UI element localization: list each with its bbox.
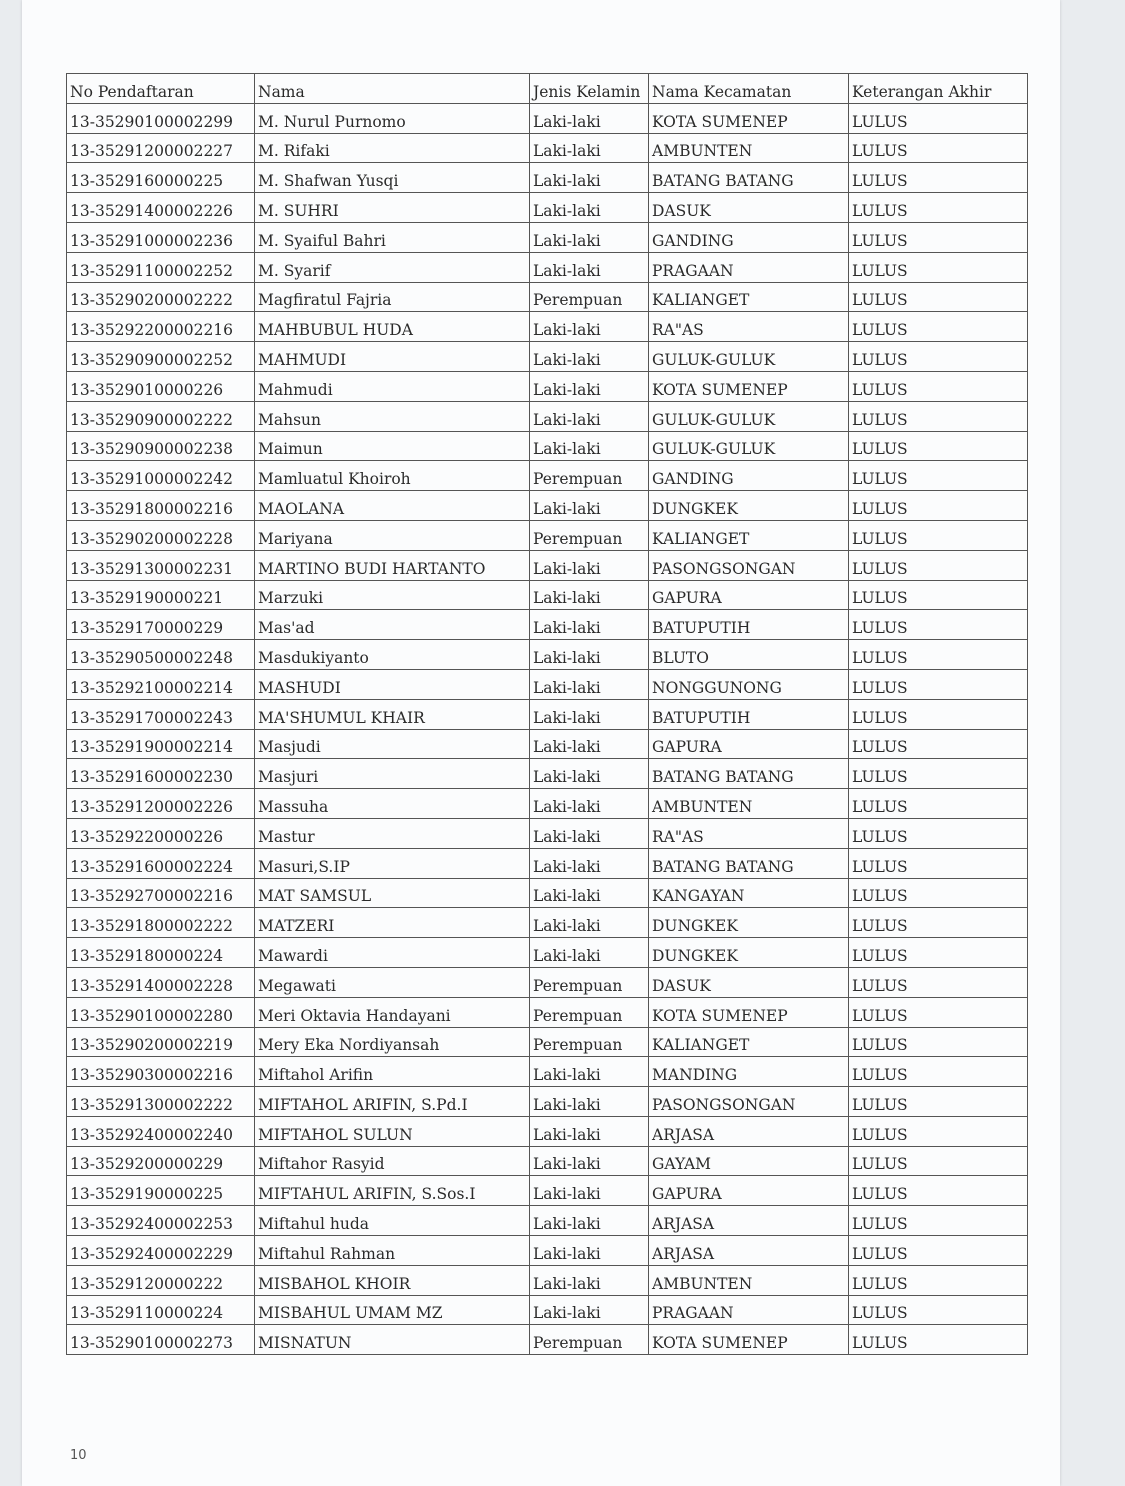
table-row xyxy=(67,1087,1028,1117)
cell-nama: Miftahul huda xyxy=(255,1206,530,1236)
cell-keterangan-akhir: LULUS xyxy=(849,1146,1028,1176)
cell-nama: Magfiratul Fajria xyxy=(255,282,530,312)
cell-no-pendaftaran: 13-35290300002216 xyxy=(67,1057,255,1087)
cell-jenis-kelamin: Laki-laki xyxy=(530,640,649,670)
cell-nama-kecamatan: ARJASA xyxy=(649,1236,849,1266)
cell-keterangan-akhir: LULUS xyxy=(849,818,1028,848)
cell-jenis-kelamin: Laki-laki xyxy=(530,1295,649,1325)
table-row xyxy=(67,371,1028,401)
cell-keterangan-akhir: LULUS xyxy=(849,222,1028,252)
table-row xyxy=(67,1116,1028,1146)
cell-nama: MASHUDI xyxy=(255,669,530,699)
cell-nama-kecamatan: GAPURA xyxy=(649,1176,849,1206)
cell-keterangan-akhir: LULUS xyxy=(849,163,1028,193)
cell-nama-kecamatan: DASUK xyxy=(649,193,849,223)
cell-nama-kecamatan: DASUK xyxy=(649,967,849,997)
cell-nama: M. Syarif xyxy=(255,252,530,282)
cell-nama-kecamatan: MANDING xyxy=(649,1057,849,1087)
cell-keterangan-akhir: LULUS xyxy=(849,640,1028,670)
table-row xyxy=(67,193,1028,223)
cell-keterangan-akhir: LULUS xyxy=(849,520,1028,550)
table-row xyxy=(67,699,1028,729)
cell-keterangan-akhir: LULUS xyxy=(849,848,1028,878)
cell-nama: MIFTAHUL ARIFIN, S.Sos.I xyxy=(255,1176,530,1206)
cell-keterangan-akhir: LULUS xyxy=(849,699,1028,729)
cell-nama: Marzuki xyxy=(255,580,530,610)
cell-nama-kecamatan: KOTA SUMENEP xyxy=(649,103,849,133)
cell-nama-kecamatan: BLUTO xyxy=(649,640,849,670)
table-row xyxy=(67,789,1028,819)
table-row xyxy=(67,431,1028,461)
cell-jenis-kelamin: Laki-laki xyxy=(530,371,649,401)
cell-nama: Maimun xyxy=(255,431,530,461)
cell-no-pendaftaran: 13-3529170000229 xyxy=(67,610,255,640)
cell-nama-kecamatan: KALIANGET xyxy=(649,1027,849,1057)
cell-keterangan-akhir: LULUS xyxy=(849,1325,1028,1355)
cell-nama-kecamatan: BATANG BATANG xyxy=(649,759,849,789)
header-nama-kecamatan: Nama Kecamatan xyxy=(649,74,849,104)
cell-jenis-kelamin: Laki-laki xyxy=(530,699,649,729)
cell-nama: Massuha xyxy=(255,789,530,819)
table-row xyxy=(67,1146,1028,1176)
cell-nama: Meri Oktavia Handayani xyxy=(255,997,530,1027)
cell-keterangan-akhir: LULUS xyxy=(849,967,1028,997)
table-row xyxy=(67,163,1028,193)
cell-keterangan-akhir: LULUS xyxy=(849,133,1028,163)
cell-jenis-kelamin: Laki-laki xyxy=(530,252,649,282)
cell-nama: MAOLANA xyxy=(255,491,530,521)
header-nama: Nama xyxy=(255,74,530,104)
table-row xyxy=(67,312,1028,342)
table-row xyxy=(67,520,1028,550)
cell-nama-kecamatan: PASONGSONGAN xyxy=(649,550,849,580)
cell-no-pendaftaran: 13-35291900002214 xyxy=(67,729,255,759)
cell-no-pendaftaran: 13-35290200002219 xyxy=(67,1027,255,1057)
cell-keterangan-akhir: LULUS xyxy=(849,878,1028,908)
cell-keterangan-akhir: LULUS xyxy=(849,312,1028,342)
cell-keterangan-akhir: LULUS xyxy=(849,431,1028,461)
cell-jenis-kelamin: Laki-laki xyxy=(530,669,649,699)
cell-nama-kecamatan: GANDING xyxy=(649,222,849,252)
cell-nama-kecamatan: RA"AS xyxy=(649,312,849,342)
table-row xyxy=(67,997,1028,1027)
cell-jenis-kelamin: Laki-laki xyxy=(530,1087,649,1117)
cell-nama-kecamatan: AMBUNTEN xyxy=(649,1265,849,1295)
table-row xyxy=(67,878,1028,908)
cell-keterangan-akhir: LULUS xyxy=(849,997,1028,1027)
cell-jenis-kelamin: Perempuan xyxy=(530,461,649,491)
table-row xyxy=(67,282,1028,312)
cell-jenis-kelamin: Laki-laki xyxy=(530,312,649,342)
cell-jenis-kelamin: Laki-laki xyxy=(530,848,649,878)
cell-jenis-kelamin: Laki-laki xyxy=(530,133,649,163)
cell-nama: Mamluatul Khoiroh xyxy=(255,461,530,491)
cell-nama: Miftahor Rasyid xyxy=(255,1146,530,1176)
page-number: 10 xyxy=(70,1448,87,1463)
cell-keterangan-akhir: LULUS xyxy=(849,1057,1028,1087)
cell-no-pendaftaran: 13-35291000002242 xyxy=(67,461,255,491)
cell-no-pendaftaran: 13-3529220000226 xyxy=(67,818,255,848)
cell-nama-kecamatan: KALIANGET xyxy=(649,520,849,550)
cell-no-pendaftaran: 13-35291000002236 xyxy=(67,222,255,252)
cell-keterangan-akhir: LULUS xyxy=(849,1295,1028,1325)
cell-no-pendaftaran: 13-35292400002240 xyxy=(67,1116,255,1146)
cell-keterangan-akhir: LULUS xyxy=(849,193,1028,223)
cell-jenis-kelamin: Laki-laki xyxy=(530,610,649,640)
cell-nama: M. Shafwan Yusqi xyxy=(255,163,530,193)
table-row xyxy=(67,669,1028,699)
cell-nama-kecamatan: GAPURA xyxy=(649,729,849,759)
cell-keterangan-akhir: LULUS xyxy=(849,580,1028,610)
cell-nama: MAT SAMSUL xyxy=(255,878,530,908)
cell-nama-kecamatan: BATANG BATANG xyxy=(649,848,849,878)
cell-keterangan-akhir: LULUS xyxy=(849,908,1028,938)
table-row xyxy=(67,848,1028,878)
cell-nama-kecamatan: PASONGSONGAN xyxy=(649,1087,849,1117)
cell-no-pendaftaran: 13-3529110000224 xyxy=(67,1295,255,1325)
cell-nama: MISNATUN xyxy=(255,1325,530,1355)
cell-keterangan-akhir: LULUS xyxy=(849,1116,1028,1146)
cell-nama: Masdukiyanto xyxy=(255,640,530,670)
cell-nama: M. Nurul Purnomo xyxy=(255,103,530,133)
cell-jenis-kelamin: Laki-laki xyxy=(530,1236,649,1266)
cell-nama: Masuri,S.IP xyxy=(255,848,530,878)
cell-nama: Mariyana xyxy=(255,520,530,550)
cell-no-pendaftaran: 13-35291700002243 xyxy=(67,699,255,729)
cell-nama-kecamatan: ARJASA xyxy=(649,1116,849,1146)
cell-nama-kecamatan: PRAGAAN xyxy=(649,1295,849,1325)
cell-nama-kecamatan: PRAGAAN xyxy=(649,252,849,282)
cell-jenis-kelamin: Laki-laki xyxy=(530,342,649,372)
cell-nama-kecamatan: KOTA SUMENEP xyxy=(649,997,849,1027)
cell-nama: Mahmudi xyxy=(255,371,530,401)
cell-nama: Mas'ad xyxy=(255,610,530,640)
cell-no-pendaftaran: 13-35292700002216 xyxy=(67,878,255,908)
cell-no-pendaftaran: 13-3529190000225 xyxy=(67,1176,255,1206)
cell-nama: Mery Eka Nordiyansah xyxy=(255,1027,530,1057)
cell-no-pendaftaran: 13-35291400002228 xyxy=(67,967,255,997)
cell-no-pendaftaran: 13-35290500002248 xyxy=(67,640,255,670)
cell-keterangan-akhir: LULUS xyxy=(849,1087,1028,1117)
cell-nama-kecamatan: GAYAM xyxy=(649,1146,849,1176)
table-row xyxy=(67,1236,1028,1266)
cell-no-pendaftaran: 13-35291600002224 xyxy=(67,848,255,878)
cell-no-pendaftaran: 13-35291300002231 xyxy=(67,550,255,580)
cell-nama: Megawati xyxy=(255,967,530,997)
cell-no-pendaftaran: 13-35292400002253 xyxy=(67,1206,255,1236)
cell-jenis-kelamin: Laki-laki xyxy=(530,163,649,193)
cell-nama-kecamatan: BATANG BATANG xyxy=(649,163,849,193)
cell-nama: MISBAHOL KHOIR xyxy=(255,1265,530,1295)
cell-jenis-kelamin: Laki-laki xyxy=(530,878,649,908)
cell-keterangan-akhir: LULUS xyxy=(849,1027,1028,1057)
cell-nama-kecamatan: GAPURA xyxy=(649,580,849,610)
cell-jenis-kelamin: Laki-laki xyxy=(530,729,649,759)
cell-keterangan-akhir: LULUS xyxy=(849,759,1028,789)
table-header-row xyxy=(67,74,1028,104)
cell-no-pendaftaran: 13-35290200002228 xyxy=(67,520,255,550)
table-row xyxy=(67,342,1028,372)
cell-nama-kecamatan: AMBUNTEN xyxy=(649,133,849,163)
cell-nama-kecamatan: DUNGKEK xyxy=(649,938,849,968)
table-row xyxy=(67,610,1028,640)
table-row xyxy=(67,1176,1028,1206)
cell-nama-kecamatan: BATUPUTIH xyxy=(649,610,849,640)
cell-jenis-kelamin: Laki-laki xyxy=(530,550,649,580)
cell-jenis-kelamin: Laki-laki xyxy=(530,1116,649,1146)
results-table-body xyxy=(67,74,1028,1355)
document-page xyxy=(22,0,1060,1486)
cell-jenis-kelamin: Laki-laki xyxy=(530,580,649,610)
cell-jenis-kelamin: Laki-laki xyxy=(530,789,649,819)
cell-keterangan-akhir: LULUS xyxy=(849,550,1028,580)
cell-keterangan-akhir: LULUS xyxy=(849,789,1028,819)
header-jenis-kelamin: Jenis Kelamin xyxy=(530,74,649,104)
results-table xyxy=(66,73,1028,1355)
cell-keterangan-akhir: LULUS xyxy=(849,1265,1028,1295)
cell-jenis-kelamin: Laki-laki xyxy=(530,193,649,223)
cell-keterangan-akhir: LULUS xyxy=(849,282,1028,312)
table-row xyxy=(67,401,1028,431)
cell-nama-kecamatan: BATUPUTIH xyxy=(649,699,849,729)
cell-no-pendaftaran: 13-35292100002214 xyxy=(67,669,255,699)
cell-nama: M. Rifaki xyxy=(255,133,530,163)
cell-jenis-kelamin: Perempuan xyxy=(530,967,649,997)
cell-no-pendaftaran: 13-3529010000226 xyxy=(67,371,255,401)
cell-no-pendaftaran: 13-35290100002273 xyxy=(67,1325,255,1355)
table-row xyxy=(67,938,1028,968)
cell-jenis-kelamin: Laki-laki xyxy=(530,938,649,968)
table-row xyxy=(67,908,1028,938)
cell-jenis-kelamin: Laki-laki xyxy=(530,1146,649,1176)
cell-no-pendaftaran: 13-35291600002230 xyxy=(67,759,255,789)
cell-jenis-kelamin: Perempuan xyxy=(530,282,649,312)
cell-jenis-kelamin: Perempuan xyxy=(530,1027,649,1057)
cell-no-pendaftaran: 13-3529160000225 xyxy=(67,163,255,193)
table-row xyxy=(67,103,1028,133)
cell-keterangan-akhir: LULUS xyxy=(849,729,1028,759)
cell-jenis-kelamin: Laki-laki xyxy=(530,1265,649,1295)
cell-no-pendaftaran: 13-35291800002216 xyxy=(67,491,255,521)
cell-keterangan-akhir: LULUS xyxy=(849,401,1028,431)
cell-keterangan-akhir: LULUS xyxy=(849,252,1028,282)
cell-nama: MAHBUBUL HUDA xyxy=(255,312,530,342)
cell-nama: MARTINO BUDI HARTANTO xyxy=(255,550,530,580)
table-row xyxy=(67,729,1028,759)
cell-keterangan-akhir: LULUS xyxy=(849,1176,1028,1206)
cell-nama: MATZERI xyxy=(255,908,530,938)
cell-jenis-kelamin: Laki-laki xyxy=(530,818,649,848)
cell-jenis-kelamin: Laki-laki xyxy=(530,1206,649,1236)
table-row xyxy=(67,1206,1028,1236)
cell-no-pendaftaran: 13-35290100002299 xyxy=(67,103,255,133)
table-row xyxy=(67,640,1028,670)
table-row xyxy=(67,252,1028,282)
cell-no-pendaftaran: 13-3529200000229 xyxy=(67,1146,255,1176)
table-row xyxy=(67,461,1028,491)
cell-keterangan-akhir: LULUS xyxy=(849,938,1028,968)
cell-nama: Miftahol Arifin xyxy=(255,1057,530,1087)
cell-jenis-kelamin: Laki-laki xyxy=(530,908,649,938)
cell-jenis-kelamin: Laki-laki xyxy=(530,1057,649,1087)
cell-nama-kecamatan: GULUK-GULUK xyxy=(649,401,849,431)
cell-nama: Masjudi xyxy=(255,729,530,759)
cell-no-pendaftaran: 13-3529190000221 xyxy=(67,580,255,610)
cell-jenis-kelamin: Laki-laki xyxy=(530,1176,649,1206)
cell-nama: Mastur xyxy=(255,818,530,848)
cell-keterangan-akhir: LULUS xyxy=(849,342,1028,372)
cell-no-pendaftaran: 13-35291100002252 xyxy=(67,252,255,282)
table-row xyxy=(67,550,1028,580)
cell-nama-kecamatan: RA"AS xyxy=(649,818,849,848)
cell-nama: M. Syaiful Bahri xyxy=(255,222,530,252)
cell-no-pendaftaran: 13-35291300002222 xyxy=(67,1087,255,1117)
table-row xyxy=(67,491,1028,521)
cell-keterangan-akhir: LULUS xyxy=(849,491,1028,521)
cell-nama: MA'SHUMUL KHAIR xyxy=(255,699,530,729)
cell-no-pendaftaran: 13-35291200002227 xyxy=(67,133,255,163)
cell-nama: M. SUHRI xyxy=(255,193,530,223)
cell-nama-kecamatan: GANDING xyxy=(649,461,849,491)
cell-jenis-kelamin: Laki-laki xyxy=(530,491,649,521)
cell-jenis-kelamin: Laki-laki xyxy=(530,431,649,461)
cell-nama: MISBAHUL UMAM MZ xyxy=(255,1295,530,1325)
table-row xyxy=(67,580,1028,610)
cell-no-pendaftaran: 13-3529120000222 xyxy=(67,1265,255,1295)
cell-nama-kecamatan: KOTA SUMENEP xyxy=(649,371,849,401)
table-row xyxy=(67,222,1028,252)
cell-nama: MAHMUDI xyxy=(255,342,530,372)
header-no-pendaftaran: No Pendaftaran xyxy=(67,74,255,104)
table-row xyxy=(67,1295,1028,1325)
table-row xyxy=(67,1325,1028,1355)
cell-keterangan-akhir: LULUS xyxy=(849,669,1028,699)
cell-nama: Mahsun xyxy=(255,401,530,431)
cell-keterangan-akhir: LULUS xyxy=(849,1236,1028,1266)
cell-nama: MIFTAHOL ARIFIN, S.Pd.I xyxy=(255,1087,530,1117)
cell-nama-kecamatan: KOTA SUMENEP xyxy=(649,1325,849,1355)
cell-jenis-kelamin: Laki-laki xyxy=(530,759,649,789)
cell-no-pendaftaran: 13-3529180000224 xyxy=(67,938,255,968)
cell-nama-kecamatan: DUNGKEK xyxy=(649,908,849,938)
table-row xyxy=(67,818,1028,848)
cell-jenis-kelamin: Laki-laki xyxy=(530,222,649,252)
cell-nama: MIFTAHOL SULUN xyxy=(255,1116,530,1146)
cell-no-pendaftaran: 13-35291400002226 xyxy=(67,193,255,223)
table-row xyxy=(67,133,1028,163)
cell-keterangan-akhir: LULUS xyxy=(849,1206,1028,1236)
cell-jenis-kelamin: Laki-laki xyxy=(530,103,649,133)
cell-keterangan-akhir: LULUS xyxy=(849,103,1028,133)
cell-nama-kecamatan: AMBUNTEN xyxy=(649,789,849,819)
cell-no-pendaftaran: 13-35290100002280 xyxy=(67,997,255,1027)
table-row xyxy=(67,759,1028,789)
cell-no-pendaftaran: 13-35292200002216 xyxy=(67,312,255,342)
table-row xyxy=(67,1265,1028,1295)
cell-nama-kecamatan: NONGGUNONG xyxy=(649,669,849,699)
cell-nama: Miftahul Rahman xyxy=(255,1236,530,1266)
cell-nama-kecamatan: GULUK-GULUK xyxy=(649,431,849,461)
cell-nama: Masjuri xyxy=(255,759,530,789)
cell-nama-kecamatan: GULUK-GULUK xyxy=(649,342,849,372)
cell-jenis-kelamin: Perempuan xyxy=(530,520,649,550)
cell-no-pendaftaran: 13-35291800002222 xyxy=(67,908,255,938)
table-row xyxy=(67,967,1028,997)
header-keterangan-akhir: Keterangan Akhir xyxy=(849,74,1028,104)
cell-no-pendaftaran: 13-35292400002229 xyxy=(67,1236,255,1266)
cell-no-pendaftaran: 13-35291200002226 xyxy=(67,789,255,819)
cell-nama-kecamatan: KANGAYAN xyxy=(649,878,849,908)
cell-nama-kecamatan: ARJASA xyxy=(649,1206,849,1236)
cell-nama: Mawardi xyxy=(255,938,530,968)
cell-no-pendaftaran: 13-35290200002222 xyxy=(67,282,255,312)
cell-keterangan-akhir: LULUS xyxy=(849,610,1028,640)
table-row xyxy=(67,1057,1028,1087)
cell-jenis-kelamin: Perempuan xyxy=(530,1325,649,1355)
cell-no-pendaftaran: 13-35290900002252 xyxy=(67,342,255,372)
cell-nama-kecamatan: DUNGKEK xyxy=(649,491,849,521)
cell-no-pendaftaran: 13-35290900002222 xyxy=(67,401,255,431)
cell-keterangan-akhir: LULUS xyxy=(849,371,1028,401)
cell-jenis-kelamin: Laki-laki xyxy=(530,401,649,431)
cell-nama-kecamatan: KALIANGET xyxy=(649,282,849,312)
cell-jenis-kelamin: Perempuan xyxy=(530,997,649,1027)
table-row xyxy=(67,1027,1028,1057)
cell-keterangan-akhir: LULUS xyxy=(849,461,1028,491)
cell-no-pendaftaran: 13-35290900002238 xyxy=(67,431,255,461)
